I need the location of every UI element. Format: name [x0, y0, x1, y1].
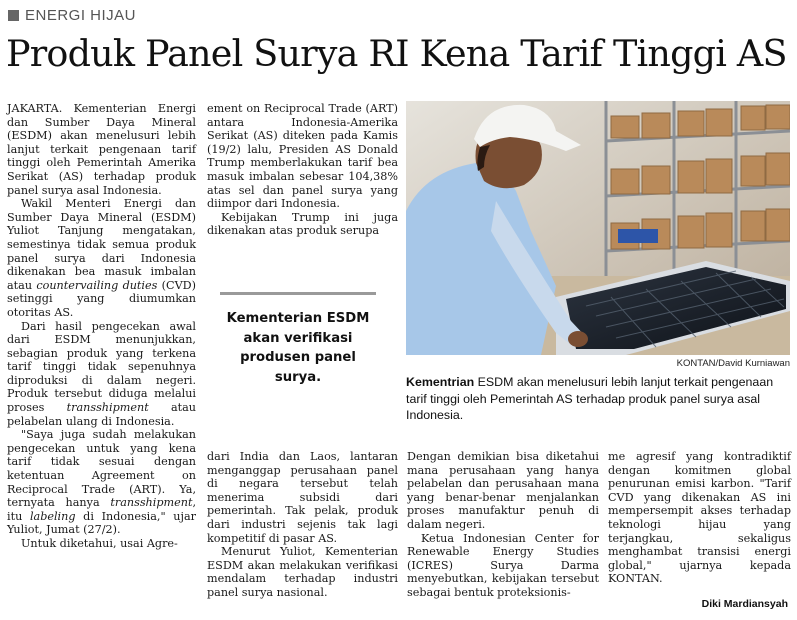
caption-text: ESDM akan menelusuri lebih lanjut terkait pengenaan tarif tinggi oleh Pemerintah AS terhadap produk panel surya asal Indonesia.: [406, 375, 774, 422]
photo-caption: [406, 374, 792, 424]
paragraph: Ketua Indonesian Center for Renewable Energy Studies (ICRES) Surya Darma menyebutkan, kebijakan tersebut sebagai bentuk proteksionis-: [407, 531, 599, 599]
article-column-4: [608, 450, 791, 586]
section-title: ENERGI HIJAU: [25, 7, 137, 24]
paragraph: Menurut Yuliot, Kementerian ESDM akan melakukan verifikasi mendalam terhadap industri panel surya nasional.: [207, 545, 398, 599]
byline: Diki Mardiansyah: [701, 598, 788, 610]
italic-term: countervailing duties: [36, 278, 158, 292]
paragraph: ement on Reciprocal Trade (ART) antara Indonesia-Amerika Serikat (AS) diteken pada Kamis (19/2) lalu, Presiden AS Donald Trump memberlakukan tarif bea masuk imbalan sebesar 104,38% atas sel dan panel surya yang diimpor dari Indonesia.: [207, 102, 398, 211]
solar-panel-worker-illustration: [406, 101, 790, 355]
caption-bold: Kementrian: [406, 375, 475, 389]
paragraph: Untuk diketahui, usai Agre-: [21, 537, 178, 550]
article-column-2: [207, 102, 398, 238]
italic-term: transshipment: [110, 496, 193, 510]
italic-term: labeling: [29, 509, 76, 523]
paragraph: Kebijakan Trump ini juga dikenakan atas produk serupa: [207, 210, 398, 238]
pull-quote: Kementerian ESDM akan verifikasi produsen panel surya.: [220, 292, 376, 387]
section-label: [8, 7, 136, 24]
paragraph: Dengan demikian bisa diketahui mana perusahaan yang hanya pelabelan dan perusahaan mana yang benar-benar menjalankan proses manufaktur penuh di dalam negeri.: [407, 450, 599, 531]
article-column-2-bottom: [207, 450, 398, 600]
section-square-icon: [8, 10, 19, 21]
photo-credit: KONTAN/David Kurniawan: [676, 358, 790, 369]
article-column-3: [407, 450, 599, 600]
paragraph: JAKARTA. Kementerian Energi dan Sumber Daya Mineral (ESDM) akan menelusuri lebih lanjut terkait pengenaan tarif tinggi oleh Pemerintah Amerika Serikat (AS) terhadap produk panel surya asal Indonesia.: [7, 102, 196, 197]
paragraph: "Saya juga sudah melakukan pengecekan untuk yang kena tarif tidak sesuai dengan ketentuan Agreement on Reciprocal Trade (ART). Ya, ternyata hanya transshipment, itu labeling di Indonesia," ujar Yuliot, Jumat (27/2).: [7, 428, 196, 537]
paragraph: dari India dan Laos, lantaran menganggap perusahaan panel di negara tersebut telah menerima subsidi dari pemerintah. Tak pelak, produk dari industri sejenis tak lagi kompetitif di pasar AS.: [207, 450, 398, 545]
headline: Produk Panel Surya RI Kena Tarif Tinggi AS: [6, 32, 787, 75]
paragraph: Dari hasil pengecekan awal dari ESDM menunjukkan, sebagian produk yang terkena tarif tinggi tidak sepenuhnya diproduksi di dalam negeri. Produk tersebut diduga melalui proses transshipment atau pelabelan ulang di Indonesia.: [7, 319, 196, 428]
italic-term: transshipment: [66, 401, 149, 415]
news-photo: [406, 101, 790, 355]
article-column-1: [7, 102, 196, 551]
paragraph: Wakil Menteri Energi dan Sumber Daya Mineral (ESDM) Yuliot Tanjung mengatakan, semestinya tidak semua produk panel surya dari Indonesia dikenakan bea masuk imbalan atau countervailing duties (CVD) setinggi yang diumumkan otoritas AS.: [7, 197, 196, 319]
paragraph: me agresif yang kontradiktif dengan komitmen global penurunan emisi karbon. "Tarif CVD yang dikenakan AS ini mempersempit akses terhadap teknologi hijau yang terjangkau, sekaligus menghambat transisi energi global," ujarnya kepada KONTAN.: [608, 450, 791, 586]
